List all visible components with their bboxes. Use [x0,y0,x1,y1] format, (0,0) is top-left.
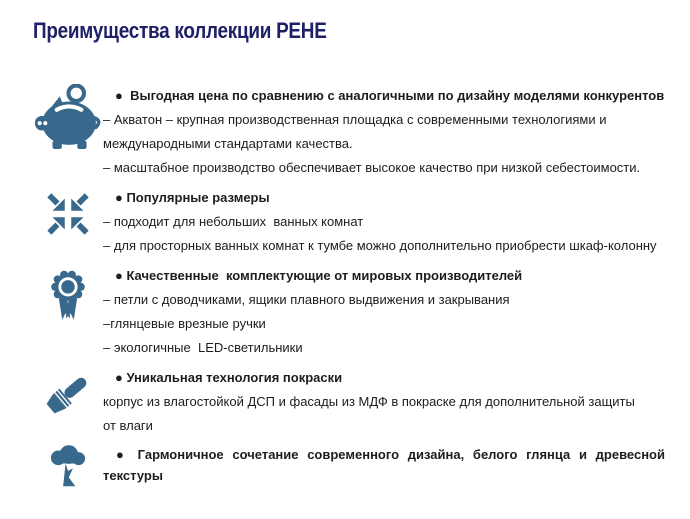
compress-arrows-icon [33,186,103,240]
text-line: – экологичные LED-светильники [103,340,303,355]
text-line: – для просторных ванных комнат к тумбе можно дополнительно приобрести шкаф-колонну [103,238,657,253]
advantages-list [33,84,672,496]
advantage-section [33,84,672,180]
text-line: – подходит для небольших ванных комнат [103,214,364,229]
text-line: корпус из влагостойкой ДСП и фасады из МДФ в покраске для дополнительной защиты [103,394,635,409]
advantage-section [33,264,672,360]
advantage-section [33,444,672,496]
text-line: – петли с доводчиками, ящики плавного выдвижения и закрывания [103,292,510,307]
section-text [103,84,672,180]
tree-icon [33,444,103,496]
award-ribbon-icon [33,264,103,324]
text-line: – масштабное производство обеспечивает высокое качество при низкой себестоимости. [103,160,641,175]
advantage-section [33,366,672,438]
section-text [103,264,672,360]
page-title: Преимущества коллекции РЕНЕ [33,18,327,43]
text-line: –глянцевые врезные ручки [103,316,266,331]
section-text [103,186,672,258]
section-heading: ● Гармоничное сочетание современного дизайна, белого глянца и древесной текстуры [103,447,665,483]
section-heading: ● Уникальная технология покраски [115,370,343,385]
advantage-section [33,186,672,258]
section-heading: ● Качественные комплектующие от мировых производителей [115,268,523,283]
piggy-bank-icon [33,84,103,150]
section-text [103,444,672,486]
section-text [103,366,672,438]
section-heading: ● Выгодная цена по сравнению с аналогичными по дизайну моделями конкурентов [115,88,665,103]
text-line: от влаги [103,418,153,433]
paint-brush-icon [33,366,103,422]
text-line: – Акватон – крупная производственная площадка с современными технологиями и [103,112,607,127]
section-heading: ● Популярные размеры [115,190,270,205]
text-line: международными стандартами качества. [103,136,353,151]
